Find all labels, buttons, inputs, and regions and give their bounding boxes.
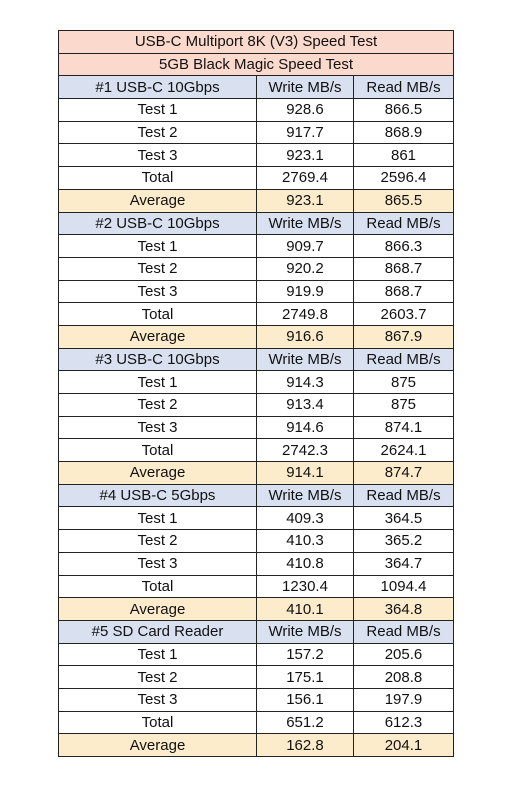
read-value-cell: 204.1 <box>354 734 454 757</box>
write-value-cell: 919.9 <box>257 280 354 303</box>
test-row <box>59 257 454 280</box>
row-label-cell: Test 1 <box>59 643 257 666</box>
write-value-cell: 923.1 <box>257 189 354 212</box>
table-subtitle: 5GB Black Magic Speed Test <box>59 53 454 76</box>
average-row <box>59 734 454 757</box>
read-value-cell: 875 <box>354 371 454 394</box>
read-value-cell: 197.9 <box>354 688 454 711</box>
read-value-cell: 2624.1 <box>354 439 454 462</box>
write-column-header: Write MB/s <box>257 484 354 507</box>
row-label-cell: Test 3 <box>59 552 257 575</box>
read-value-cell: 2603.7 <box>354 303 454 326</box>
write-value-cell: 913.4 <box>257 394 354 417</box>
title-row <box>59 31 454 54</box>
row-label-cell: Total <box>59 575 257 598</box>
average-row <box>59 462 454 485</box>
row-label-cell: Test 2 <box>59 121 257 144</box>
read-value-cell: 208.8 <box>354 666 454 689</box>
write-value-cell: 409.3 <box>257 507 354 530</box>
write-value-cell: 175.1 <box>257 666 354 689</box>
read-value-cell: 874.1 <box>354 416 454 439</box>
row-label-cell: Test 3 <box>59 144 257 167</box>
write-column-header: Write MB/s <box>257 348 354 371</box>
read-value-cell: 867.9 <box>354 325 454 348</box>
write-value-cell: 917.7 <box>257 121 354 144</box>
row-label-cell: Average <box>59 734 257 757</box>
write-value-cell: 914.3 <box>257 371 354 394</box>
average-row <box>59 189 454 212</box>
read-value-cell: 364.5 <box>354 507 454 530</box>
write-value-cell: 410.8 <box>257 552 354 575</box>
test-row <box>59 688 454 711</box>
write-value-cell: 162.8 <box>257 734 354 757</box>
row-label-cell: Total <box>59 303 257 326</box>
row-label-cell: Test 1 <box>59 507 257 530</box>
section-header-row <box>59 348 454 371</box>
average-row <box>59 325 454 348</box>
total-row <box>59 575 454 598</box>
test-row <box>59 235 454 258</box>
row-label-cell: Test 2 <box>59 394 257 417</box>
row-label-cell: Total <box>59 167 257 190</box>
read-value-cell: 861 <box>354 144 454 167</box>
write-value-cell: 1230.4 <box>257 575 354 598</box>
read-value-cell: 612.3 <box>354 711 454 734</box>
read-column-header: Read MB/s <box>354 76 454 99</box>
read-column-header: Read MB/s <box>354 212 454 235</box>
write-value-cell: 920.2 <box>257 257 354 280</box>
write-value-cell: 410.1 <box>257 598 354 621</box>
read-value-cell: 865.5 <box>354 189 454 212</box>
read-value-cell: 1094.4 <box>354 575 454 598</box>
speed-test-sheet <box>58 30 453 757</box>
total-row <box>59 711 454 734</box>
table-body <box>59 31 454 757</box>
section-label: #5 SD Card Reader <box>59 620 257 643</box>
read-column-header: Read MB/s <box>354 620 454 643</box>
write-value-cell: 914.1 <box>257 462 354 485</box>
section-label: #4 USB-C 5Gbps <box>59 484 257 507</box>
read-value-cell: 364.8 <box>354 598 454 621</box>
row-label-cell: Test 1 <box>59 235 257 258</box>
test-row <box>59 552 454 575</box>
read-column-header: Read MB/s <box>354 348 454 371</box>
read-value-cell: 868.9 <box>354 121 454 144</box>
row-label-cell: Test 2 <box>59 530 257 553</box>
write-value-cell: 2749.8 <box>257 303 354 326</box>
write-value-cell: 2742.3 <box>257 439 354 462</box>
write-value-cell: 928.6 <box>257 99 354 122</box>
write-value-cell: 923.1 <box>257 144 354 167</box>
write-value-cell: 909.7 <box>257 235 354 258</box>
row-label-cell: Average <box>59 189 257 212</box>
row-label-cell: Test 2 <box>59 257 257 280</box>
write-value-cell: 651.2 <box>257 711 354 734</box>
subtitle-row <box>59 53 454 76</box>
section-label: #2 USB-C 10Gbps <box>59 212 257 235</box>
row-label-cell: Average <box>59 462 257 485</box>
row-label-cell: Test 3 <box>59 280 257 303</box>
read-column-header: Read MB/s <box>354 484 454 507</box>
section-header-row <box>59 620 454 643</box>
speed-test-table <box>58 30 454 757</box>
write-column-header: Write MB/s <box>257 212 354 235</box>
read-value-cell: 875 <box>354 394 454 417</box>
read-value-cell: 205.6 <box>354 643 454 666</box>
read-value-cell: 874.7 <box>354 462 454 485</box>
read-value-cell: 866.5 <box>354 99 454 122</box>
row-label-cell: Total <box>59 711 257 734</box>
read-value-cell: 868.7 <box>354 257 454 280</box>
write-column-header: Write MB/s <box>257 620 354 643</box>
read-value-cell: 364.7 <box>354 552 454 575</box>
test-row <box>59 280 454 303</box>
read-value-cell: 365.2 <box>354 530 454 553</box>
read-value-cell: 866.3 <box>354 235 454 258</box>
test-row <box>59 394 454 417</box>
section-header-row <box>59 76 454 99</box>
section-label: #1 USB-C 10Gbps <box>59 76 257 99</box>
total-row <box>59 167 454 190</box>
row-label-cell: Average <box>59 598 257 621</box>
read-value-cell: 2596.4 <box>354 167 454 190</box>
test-row <box>59 144 454 167</box>
row-label-cell: Test 1 <box>59 371 257 394</box>
write-value-cell: 916.6 <box>257 325 354 348</box>
test-row <box>59 121 454 144</box>
test-row <box>59 99 454 122</box>
write-value-cell: 914.6 <box>257 416 354 439</box>
row-label-cell: Test 1 <box>59 99 257 122</box>
test-row <box>59 416 454 439</box>
read-value-cell: 868.7 <box>354 280 454 303</box>
test-row <box>59 507 454 530</box>
test-row <box>59 530 454 553</box>
row-label-cell: Average <box>59 325 257 348</box>
row-label-cell: Total <box>59 439 257 462</box>
table-title: USB-C Multiport 8K (V3) Speed Test <box>59 31 454 54</box>
section-header-row <box>59 484 454 507</box>
row-label-cell: Test 2 <box>59 666 257 689</box>
test-row <box>59 643 454 666</box>
section-label: #3 USB-C 10Gbps <box>59 348 257 371</box>
test-row <box>59 371 454 394</box>
test-row <box>59 666 454 689</box>
row-label-cell: Test 3 <box>59 688 257 711</box>
row-label-cell: Test 3 <box>59 416 257 439</box>
write-value-cell: 2769.4 <box>257 167 354 190</box>
write-column-header: Write MB/s <box>257 76 354 99</box>
average-row <box>59 598 454 621</box>
total-row <box>59 303 454 326</box>
write-value-cell: 410.3 <box>257 530 354 553</box>
write-value-cell: 156.1 <box>257 688 354 711</box>
section-header-row <box>59 212 454 235</box>
write-value-cell: 157.2 <box>257 643 354 666</box>
total-row <box>59 439 454 462</box>
